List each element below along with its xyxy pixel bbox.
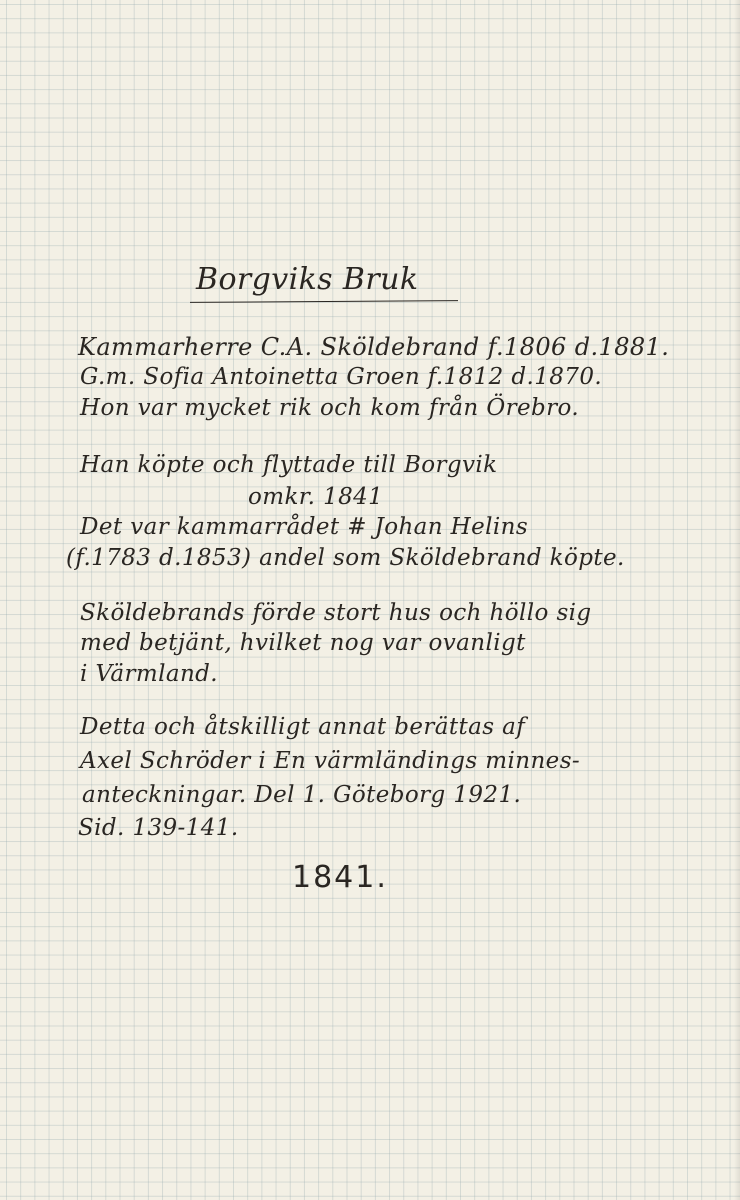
text-line: Sköldebrands förde stort hus och höllo sig — [80, 600, 592, 626]
title-underline — [190, 299, 458, 303]
text-line: G.m. Sofia Antoinetta Groen f.1812 d.1870. — [80, 364, 603, 390]
text-line: Han köpte och flyttade till Borgvik — [80, 452, 498, 478]
text-line: Det var kammarrådet # Johan Helins — [80, 514, 529, 540]
text-line: Kammarherre C.A. Sköldebrand f.1806 d.1881. — [78, 333, 670, 361]
text-line: med betjänt, hvilket nog var ovanligt — [80, 630, 526, 656]
page-edge-shadow — [734, 0, 740, 1200]
text-line: (f.1783 d.1853) andel som Sköldebrand köpte. — [66, 545, 625, 571]
text-line: Detta och åtskilligt annat berättas af — [80, 714, 526, 740]
year-note: 1841. — [292, 860, 388, 895]
text-line: anteckningar. Del 1. Göteborg 1921. — [82, 782, 522, 808]
text-line: Axel Schröder i En värmländings minnes- — [80, 748, 581, 774]
document-title: Borgviks Bruk — [196, 262, 419, 297]
text-line: Sid. 139-141. — [78, 815, 239, 841]
text-line: Hon var mycket rik och kom från Örebro. — [80, 395, 580, 421]
text-line: i Värmland. — [80, 661, 218, 687]
text-line: omkr. 1841 — [248, 484, 384, 510]
